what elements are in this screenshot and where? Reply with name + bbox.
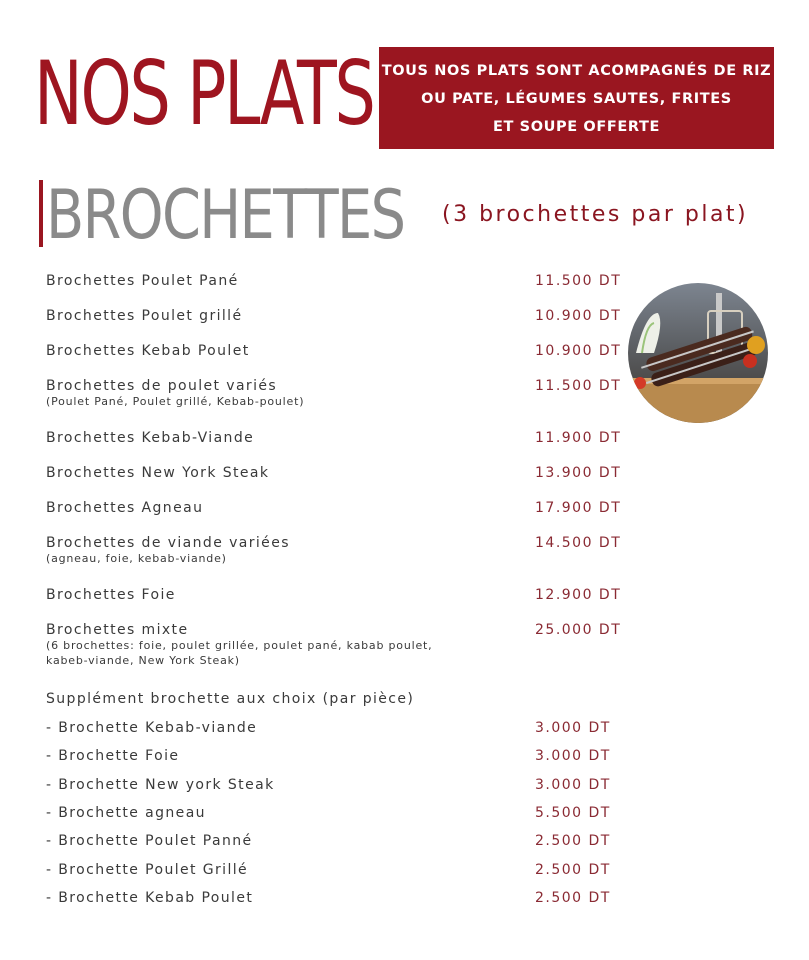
menu-item	[46, 273, 646, 289]
menu-item	[46, 587, 646, 603]
supplement-item-name: - Brochette Kebab Poulet	[46, 889, 254, 906]
menu-item-name: Brochettes Agneau	[46, 500, 204, 516]
menu-item-name: Brochettes mixte	[46, 622, 189, 638]
menu-item-name: Brochettes de poulet variés	[46, 378, 278, 394]
menu-item-price: 11.900 DT	[535, 430, 622, 446]
banner-line: ET SOUPE OFFERTE	[493, 119, 660, 135]
supplement-item-price: 3.000 DT	[535, 776, 611, 793]
menu-item	[46, 430, 646, 446]
menu-item	[46, 500, 646, 516]
menu-item	[46, 465, 646, 481]
menu-item-name: Brochettes Poulet Pané	[46, 273, 239, 289]
supplement-item	[46, 720, 646, 736]
menu-item-price: 11.500 DT	[535, 378, 622, 394]
menu-item-name: Brochettes Foie	[46, 587, 176, 603]
menu-item-price: 14.500 DT	[535, 535, 622, 551]
supplement-item	[46, 748, 646, 764]
menu-item-description: (6 brochettes: foie, poulet grillée, poulet pané, kabab poulet,	[46, 639, 433, 652]
section-accent-bar	[39, 180, 43, 247]
menu-item-price: 25.000 DT	[535, 622, 622, 638]
menu-item-description: (Poulet Pané, Poulet grillé, Kebab-poulet)	[46, 395, 305, 408]
menu-item-description: (agneau, foie, kebab-viande)	[46, 552, 227, 565]
supplement-item-price: 5.500 DT	[535, 804, 611, 821]
menu-item-price: 10.900 DT	[535, 308, 622, 324]
menu-item	[46, 343, 646, 359]
menu-item-name: Brochettes de viande variées	[46, 535, 290, 551]
menu-item-name: Brochettes Kebab Poulet	[46, 343, 250, 359]
supplement-item-price: 3.000 DT	[535, 720, 611, 736]
supplement-item-price: 3.000 DT	[535, 748, 611, 765]
menu-item-price: 17.900 DT	[535, 500, 622, 516]
banner-line: OU PATE, LÉGUMES SAUTES, FRITES	[421, 91, 732, 107]
menu-item	[46, 622, 646, 668]
supplement-item	[46, 862, 646, 878]
supplement-heading	[46, 691, 646, 707]
menu-item-name: Brochettes Poulet grillé	[46, 308, 243, 324]
supplement-item-name: - Brochette Foie	[46, 748, 180, 765]
supplement-item-name: - Brochette agneau	[46, 804, 206, 821]
menu-item-price: 11.500 DT	[535, 273, 622, 289]
grilled-skewers-photo	[628, 283, 768, 423]
menu-item-name: Brochettes New York Steak	[46, 465, 270, 481]
menu-item	[46, 308, 646, 324]
supplement-item	[46, 805, 646, 821]
supplement-item	[46, 833, 646, 849]
menu-item-price: 13.900 DT	[535, 465, 622, 481]
supplement-item-name: - Brochette New york Steak	[46, 776, 275, 793]
supplement-item-price: 2.500 DT	[535, 833, 611, 850]
menu-item	[46, 378, 646, 409]
section-title: BROCHETTES	[46, 176, 405, 255]
supplement-item-name: - Brochette Poulet Grillé	[46, 861, 249, 878]
supplement-item	[46, 890, 646, 906]
menu-item-name: Brochettes Kebab-Viande	[46, 430, 255, 446]
banner-line: TOUS NOS PLATS SONT ACOMPAGNÉS DE RIZ	[381, 63, 772, 79]
menu-item	[46, 535, 646, 566]
menu-item-price: 12.900 DT	[535, 587, 622, 603]
supplement-item-price: 2.500 DT	[535, 889, 611, 906]
supplement-item-price: 2.500 DT	[535, 861, 611, 878]
info-banner	[379, 47, 774, 149]
page-title: NOS PLATS	[34, 42, 374, 145]
supplement-item	[46, 777, 646, 793]
section-subtitle: (3 brochettes par plat)	[442, 202, 749, 227]
supplement-item-name: - Brochette Kebab-viande	[46, 720, 258, 736]
supplement-item-name: - Brochette Poulet Panné	[46, 833, 253, 850]
menu-item-description: kabeb-viande, New York Steak)	[46, 654, 240, 667]
supplement-heading-text: Supplément brochette aux choix (par pièce)	[46, 691, 415, 707]
menu-item-price: 10.900 DT	[535, 343, 622, 359]
